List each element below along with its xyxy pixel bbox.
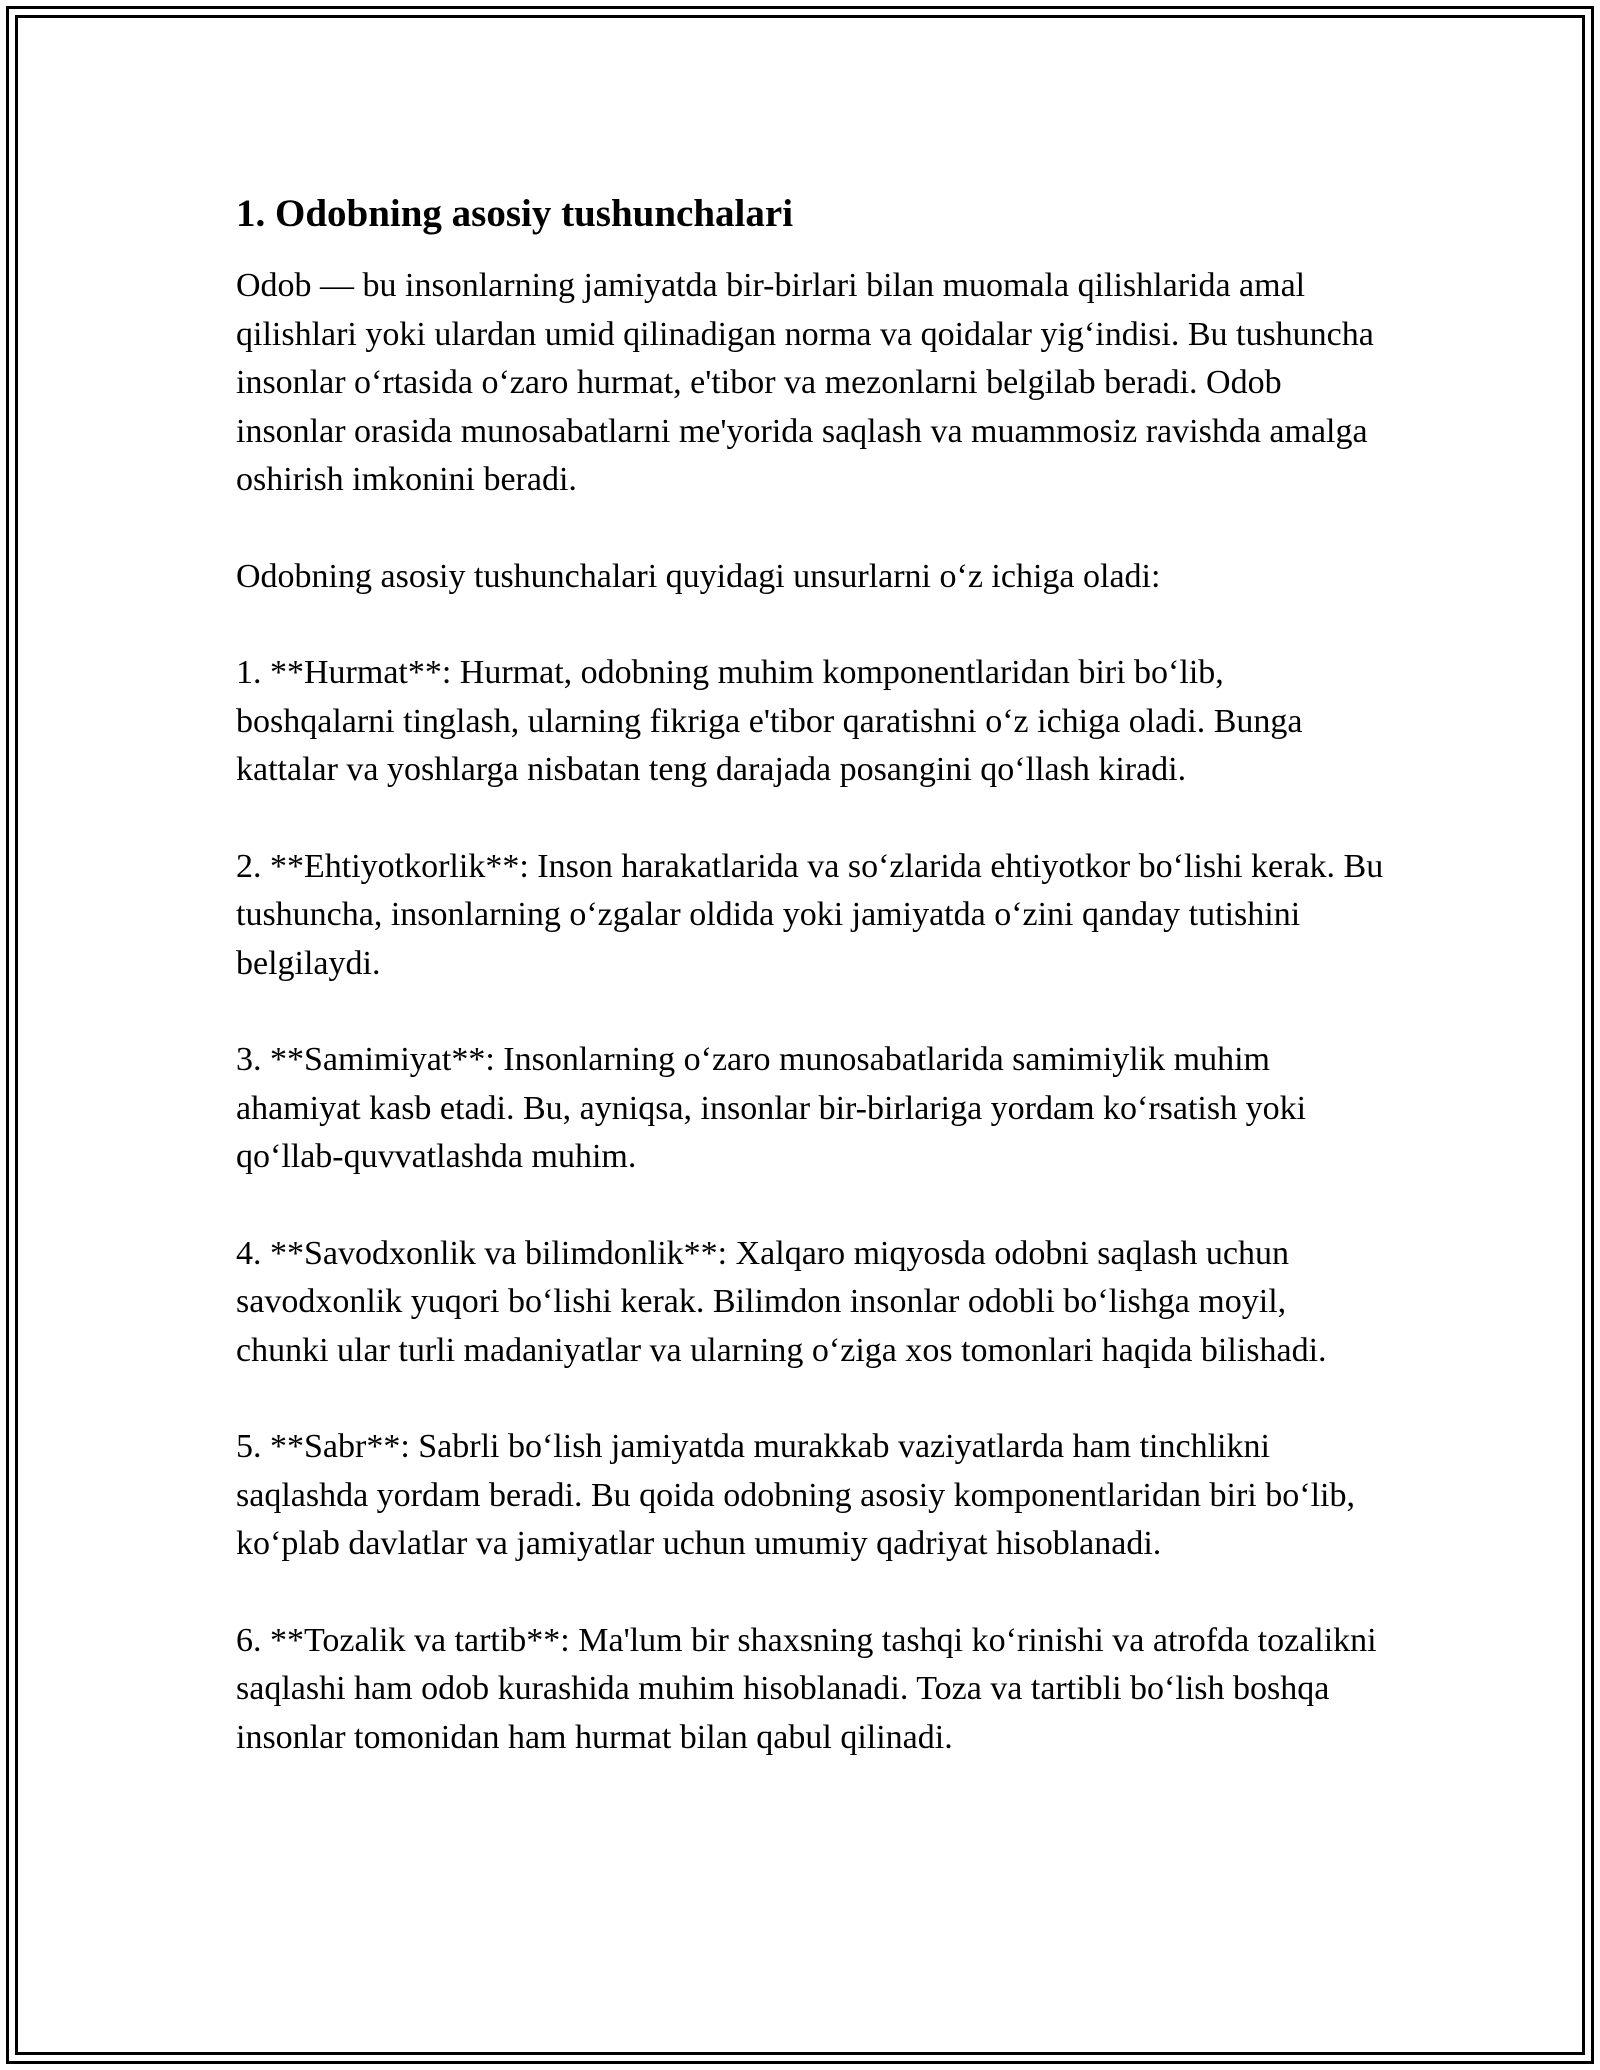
section-heading: 1. Odobning asosiy tushunchalari (236, 192, 794, 235)
list-item-hurmat: 1. **Hurmat**: Hurmat, odobning muhim komponentlaridan biri bo‘lib, boshqalarni tinglash, ularning fikriga e'tibor qaratishni o‘z ichiga oladi. Bunga kattalar va yoshlarga nisbatan teng darajada posangini qo‘llash kiradi. (236, 654, 1303, 788)
list-item-sabr: 5. **Sabr**: Sabrli bo‘lish jamiyatda murakkab vaziyatlarda ham tinchlikni saqlashda yordam beradi. Bu qoida odobning asosiy komponentlaridan biri bo‘lib, ko‘plab davlatlar va jamiyatlar uchun umumiy qadriyat hisoblanadi. (236, 1428, 1355, 1562)
paragraph-definition: Odob — bu insonlarning jamiyatda bir-birlari bilan muomala qilishlarida amal qilishlari yoki ulardan umid qilinadigan norma va qoidalar yig‘indisi. Bu tushuncha insonlar o‘rtasida o‘zaro hurmat, e'tibor va mezonlarni belgilab beradi. Odob insonlar orasida munosabatlarni me'yorida saqlash va muammosiz ravishda amalga oshirish imkonini beradi. (236, 267, 1374, 498)
document-body (236, 186, 1386, 1810)
paragraph-intro: Odobning asosiy tushunchalari quyidagi unsurlarni o‘z ichiga oladi: (236, 557, 1161, 595)
list-item-tozalik: 6. **Tozalik va tartib**: Ma'lum bir shaxsning tashqi ko‘rinishi va atrofda tozalikni saqlashi ham odob kurashida muhim hisoblanadi. Toza va tartibli bo‘lish boshqa insonlar tomonidan ham hurmat bilan qabul qilinadi. (236, 1621, 1377, 1756)
list-item-savodxonlik: 4. **Savodxonlik va bilimdonlik**: Xalqaro miqyosda odobni saqlash uchun savodxonlik yuqori bo‘lishi kerak. Bilimdon insonlar odobli bo‘lishga moyil, chunki ular turli madaniyatlar va ularning o‘ziga xos tomonlari haqida bilishadi. (236, 1234, 1327, 1369)
list-item-samimiyat: 3. **Samimiyat**: Insonlarning o‘zaro munosabatlarida samimiylik muhim ahamiyat kasb etadi. Bu, ayniqsa, insonlar bir-birlariga yordam ko‘rsatish yoki qo‘llab-quvvatlashda muhim. (236, 1041, 1307, 1175)
list-item-ehtiyotkorlik: 2. **Ehtiyotkorlik**: Inson harakatlarida va so‘zlarida ehtiyotkor bo‘lishi kerak. Bu tushuncha, insonlarning o‘zgalar oldida yoki jamiyatda o‘zini qanday tutishini belgilaydi. (236, 847, 1384, 982)
